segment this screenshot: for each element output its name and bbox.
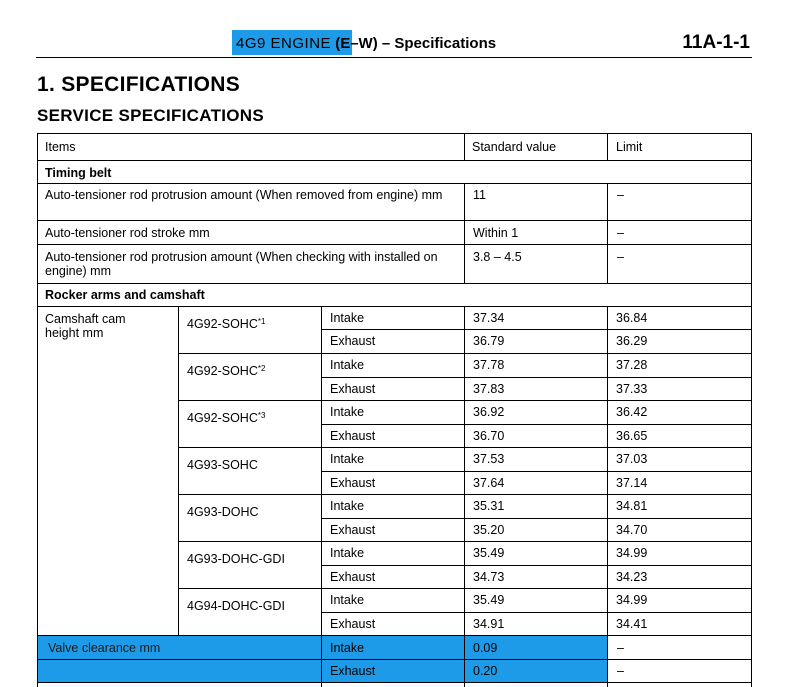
- table-hline: [37, 160, 752, 161]
- header-standard-value: Standard value: [472, 140, 557, 154]
- standard-value: 37.64: [473, 476, 505, 490]
- limit-value: –: [617, 641, 624, 655]
- page-header: [36, 32, 752, 58]
- intake-label: Intake: [330, 499, 365, 513]
- table-vline: [751, 133, 752, 687]
- spec-item-label: Camshaft cam height mm: [45, 312, 126, 340]
- limit-value: –: [617, 250, 624, 264]
- table-hline: [178, 353, 752, 354]
- intake-label: Intake: [330, 452, 365, 466]
- engine-model: 4G92-SOHC$^{*1}$: [187, 317, 266, 331]
- table-vline: [37, 133, 38, 687]
- standard-value: 36.79: [473, 334, 505, 348]
- subsection-title: SERVICE SPECIFICATIONS: [37, 106, 265, 125]
- table-hline: [37, 183, 752, 184]
- table-hline: [178, 588, 752, 589]
- limit-value: –: [617, 226, 624, 240]
- limit-value: 36.84: [616, 311, 648, 325]
- table-hline: [37, 283, 752, 284]
- table-vline: [178, 306, 179, 635]
- limit-value: 36.65: [616, 429, 648, 443]
- standard-value: 37.83: [473, 382, 505, 396]
- header-items: Items: [45, 140, 76, 154]
- table-hline: [321, 329, 752, 330]
- limit-value: 34.23: [616, 570, 648, 584]
- limit-value: –: [617, 664, 624, 678]
- spec-item-label: Auto-tensioner rod stroke mm: [45, 226, 210, 240]
- standard-value: 37.53: [473, 452, 505, 466]
- standard-value: 37.78: [473, 358, 505, 372]
- engine-model: 4G93-SOHC: [187, 458, 258, 472]
- engine-model: 4G94-DOHC-GDI: [187, 599, 285, 613]
- limit-value: 34.41: [616, 617, 648, 631]
- standard-value: 0.20: [473, 664, 498, 678]
- standard-value: 37.34: [473, 311, 505, 325]
- table-vline: [607, 133, 608, 160]
- table-vline: [464, 133, 465, 160]
- group-rocker-arms: Rocker arms and camshaft: [45, 288, 205, 302]
- limit-value: 34.99: [616, 593, 648, 607]
- intake-label: Intake: [330, 405, 365, 419]
- standard-value: 34.73: [473, 570, 505, 584]
- spec-item-label: Valve clearance mm: [48, 641, 161, 655]
- intake-label: Intake: [330, 641, 365, 655]
- limit-value: –: [617, 188, 624, 202]
- standard-value: 35.49: [473, 593, 505, 607]
- table-hline: [37, 659, 752, 660]
- standard-value: 3.8 – 4.5: [473, 250, 522, 264]
- table-hline: [37, 682, 752, 683]
- table-hline: [178, 400, 752, 401]
- exhaust-label: Exhaust: [330, 617, 376, 631]
- table-vline: [464, 183, 465, 283]
- table-hline: [37, 244, 752, 245]
- standard-value: 35.20: [473, 523, 505, 537]
- table-hline: [321, 377, 752, 378]
- standard-value: 0.09: [473, 641, 498, 655]
- exhaust-label: Exhaust: [330, 382, 376, 396]
- engine-model: 4G93-DOHC-GDI: [187, 552, 285, 566]
- exhaust-label: Exhaust: [330, 570, 376, 584]
- page-number: 11A-1-1: [682, 32, 750, 53]
- standard-value: 36.92: [473, 405, 505, 419]
- limit-value: 37.14: [616, 476, 648, 490]
- table-hline: [321, 424, 752, 425]
- limit-value: 34.99: [616, 546, 648, 560]
- table-hline: [37, 220, 752, 221]
- limit-value: 37.33: [616, 382, 648, 396]
- table-hline: [37, 635, 752, 636]
- exhaust-label: Exhaust: [330, 334, 376, 348]
- limit-value: 34.70: [616, 523, 648, 537]
- limit-value: 37.28: [616, 358, 648, 372]
- limit-value: 34.81: [616, 499, 648, 513]
- limit-value: 36.42: [616, 405, 648, 419]
- table-hline: [321, 612, 752, 613]
- standard-value: 34.91: [473, 617, 505, 631]
- table-hline: [321, 471, 752, 472]
- standard-value: Within 1: [473, 226, 519, 240]
- standard-value: 35.49: [473, 546, 505, 560]
- header-rule: [36, 57, 752, 58]
- header-limit: Limit: [616, 140, 643, 154]
- intake-label: Intake: [330, 311, 365, 325]
- exhaust-label: Exhaust: [330, 523, 376, 537]
- table-hline: [178, 494, 752, 495]
- exhaust-label: Exhaust: [330, 429, 376, 443]
- table-hline: [178, 447, 752, 448]
- intake-label: Intake: [330, 593, 365, 607]
- standard-value: 11: [473, 188, 486, 202]
- engine-model: 4G92-SOHC$^{*3}$: [187, 411, 266, 425]
- table-vline: [607, 306, 608, 687]
- spec-item-label: Auto-tensioner rod protrusion amount (When checking with installed on engine) mm: [45, 250, 438, 278]
- header-title-rest: (E–W) – Specifications: [335, 35, 497, 52]
- engine-model: 4G93-DOHC: [187, 505, 259, 519]
- exhaust-label: Exhaust: [330, 476, 376, 490]
- group-timing-belt: Timing belt: [45, 166, 112, 180]
- limit-value: 37.03: [616, 452, 648, 466]
- table-vline: [321, 306, 322, 687]
- engine-label: 4G9 ENGINE: [236, 35, 332, 52]
- standard-value: 36.70: [473, 429, 505, 443]
- table-vline: [464, 306, 465, 687]
- table-hline: [321, 518, 752, 519]
- table-hline: [37, 133, 752, 134]
- spec-item-label: Auto-tensioner rod protrusion amount (When removed from engine) mm: [45, 188, 443, 202]
- limit-value: 36.29: [616, 334, 648, 348]
- table-hline: [321, 565, 752, 566]
- section-title: 1. SPECIFICATIONS: [37, 73, 241, 96]
- table-hline: [178, 541, 752, 542]
- header-title: [236, 35, 496, 52]
- exhaust-label: Exhaust: [330, 664, 376, 678]
- table-hline: [37, 306, 752, 307]
- engine-model: 4G92-SOHC$^{*2}$: [187, 364, 266, 378]
- intake-label: Intake: [330, 546, 365, 560]
- standard-value: 35.31: [473, 499, 505, 513]
- intake-label: Intake: [330, 358, 365, 372]
- table-vline: [607, 183, 608, 283]
